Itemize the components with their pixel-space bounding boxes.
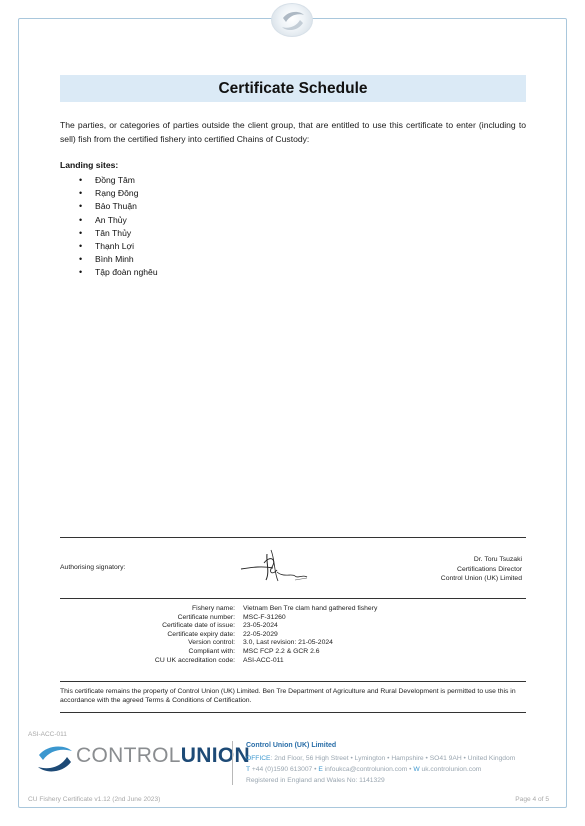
phone-label: T xyxy=(246,766,250,773)
detail-value: MSC FCP 2.2 & GCR 2.6 xyxy=(243,647,320,655)
signer-name: Dr. Toru Tsuzaki xyxy=(473,556,522,563)
list-item: • An Thủy xyxy=(60,214,158,227)
signature-image xyxy=(237,545,313,585)
page-title: Certificate Schedule xyxy=(218,80,368,97)
office-label: OFFICE xyxy=(246,755,271,762)
detail-key: Fishery name: xyxy=(191,605,235,612)
website: uk.controlunion.com xyxy=(421,766,482,773)
detail-row xyxy=(60,614,526,623)
detail-key: Compliant with: xyxy=(188,647,235,655)
detail-row xyxy=(60,657,526,666)
divider xyxy=(60,712,526,713)
detail-value: ASI-ACC-011 xyxy=(243,656,284,664)
list-item: • Thạnh Lợi xyxy=(60,240,158,253)
list-item: • Bình Minh xyxy=(60,253,158,266)
office-text: 2nd Floor, 56 High Street • Lymington • Hampshire • SO41 9AH • United Kingdom xyxy=(274,755,516,762)
divider xyxy=(60,598,526,599)
detail-value: 3.0, Last revision: 21-05-2024 xyxy=(243,639,333,647)
landing-sites-list xyxy=(60,174,158,280)
phone-number: +44 (0)1590 613007 xyxy=(251,766,313,773)
contact-line: T +44 (0)1590 613007 • E infoukca@controlunion.com • W uk.controlunion.com xyxy=(246,766,482,773)
divider xyxy=(60,537,526,538)
email-label: E xyxy=(318,766,323,773)
detail-value: 22-05-2029 xyxy=(243,630,278,638)
detail-row xyxy=(60,605,526,614)
detail-row xyxy=(60,631,526,640)
brand-logo-bold: UNION xyxy=(180,744,250,767)
detail-key: Certificate date of issue: xyxy=(162,622,235,630)
signer-block xyxy=(441,555,522,584)
email-address: infoukca@controlunion.com xyxy=(324,766,408,773)
landing-sites-heading: Landing sites: xyxy=(60,160,119,170)
detail-row xyxy=(60,622,526,631)
detail-row xyxy=(60,639,526,648)
registration-text: Registered in England and Wales No: 1141329 xyxy=(246,777,385,784)
brand-logo-light: CONTROL xyxy=(76,744,181,767)
list-item: • Bảo Thuận xyxy=(60,200,158,213)
list-item: • Tân Thủy xyxy=(60,227,158,240)
detail-key: Certificate number: xyxy=(177,613,235,621)
detail-value: 23-05-2024 xyxy=(243,622,278,630)
detail-key: Certificate expiry date: xyxy=(167,630,235,638)
brand-logo-text xyxy=(76,744,250,768)
certificate-details xyxy=(60,605,526,665)
certificate-emblem-icon xyxy=(271,3,313,37)
divider xyxy=(60,681,526,682)
detail-row xyxy=(60,648,526,657)
detail-key: CU UK accreditation code: xyxy=(154,656,235,664)
office-address: OFFICE: 2nd Floor, 56 High Street • Lymington • Hampshire • SO41 9AH • United Kingdom xyxy=(246,755,516,762)
company-name: Control Union (UK) Limited xyxy=(246,742,337,749)
control-union-logo-icon xyxy=(37,744,73,774)
intro-text: The parties, or categories of parties outside the client group, that are entitled to use this certificate to enter (including to sell) fish from the certified fishery into certified Chains of Custody: xyxy=(60,120,526,144)
signer-role: Certifications Director xyxy=(457,565,522,573)
document-code: ASI-ACC-011 xyxy=(28,731,67,738)
list-item: • Tập đoàn nghêu xyxy=(60,266,158,279)
detail-value: Vietnam Ben Tre clam hand gathered fishery xyxy=(243,605,378,612)
page-number: Page 4 of 5 xyxy=(515,796,549,803)
signatory-label: Authorising signatory: xyxy=(60,564,126,571)
document-version: CU Fishery Certificate v1.12 (2nd June 2023) xyxy=(28,796,161,803)
list-item: • Đồng Tâm xyxy=(60,174,158,187)
footer-divider xyxy=(232,741,233,785)
detail-key: Version control: xyxy=(188,639,235,647)
signer-org: Control Union (UK) Limited xyxy=(440,575,522,582)
detail-value: MSC-F-31260 xyxy=(243,613,286,621)
list-item: • Rạng Đông xyxy=(60,187,158,200)
title-band xyxy=(60,75,526,102)
property-notice: This certificate remains the property of Control Union (UK) Limited. Ben Tre Department of Agriculture and Rural Development is permitted to use this in accordance with the agreed Terms & Conditions of Certification. xyxy=(60,688,516,704)
web-label: W xyxy=(413,766,420,773)
